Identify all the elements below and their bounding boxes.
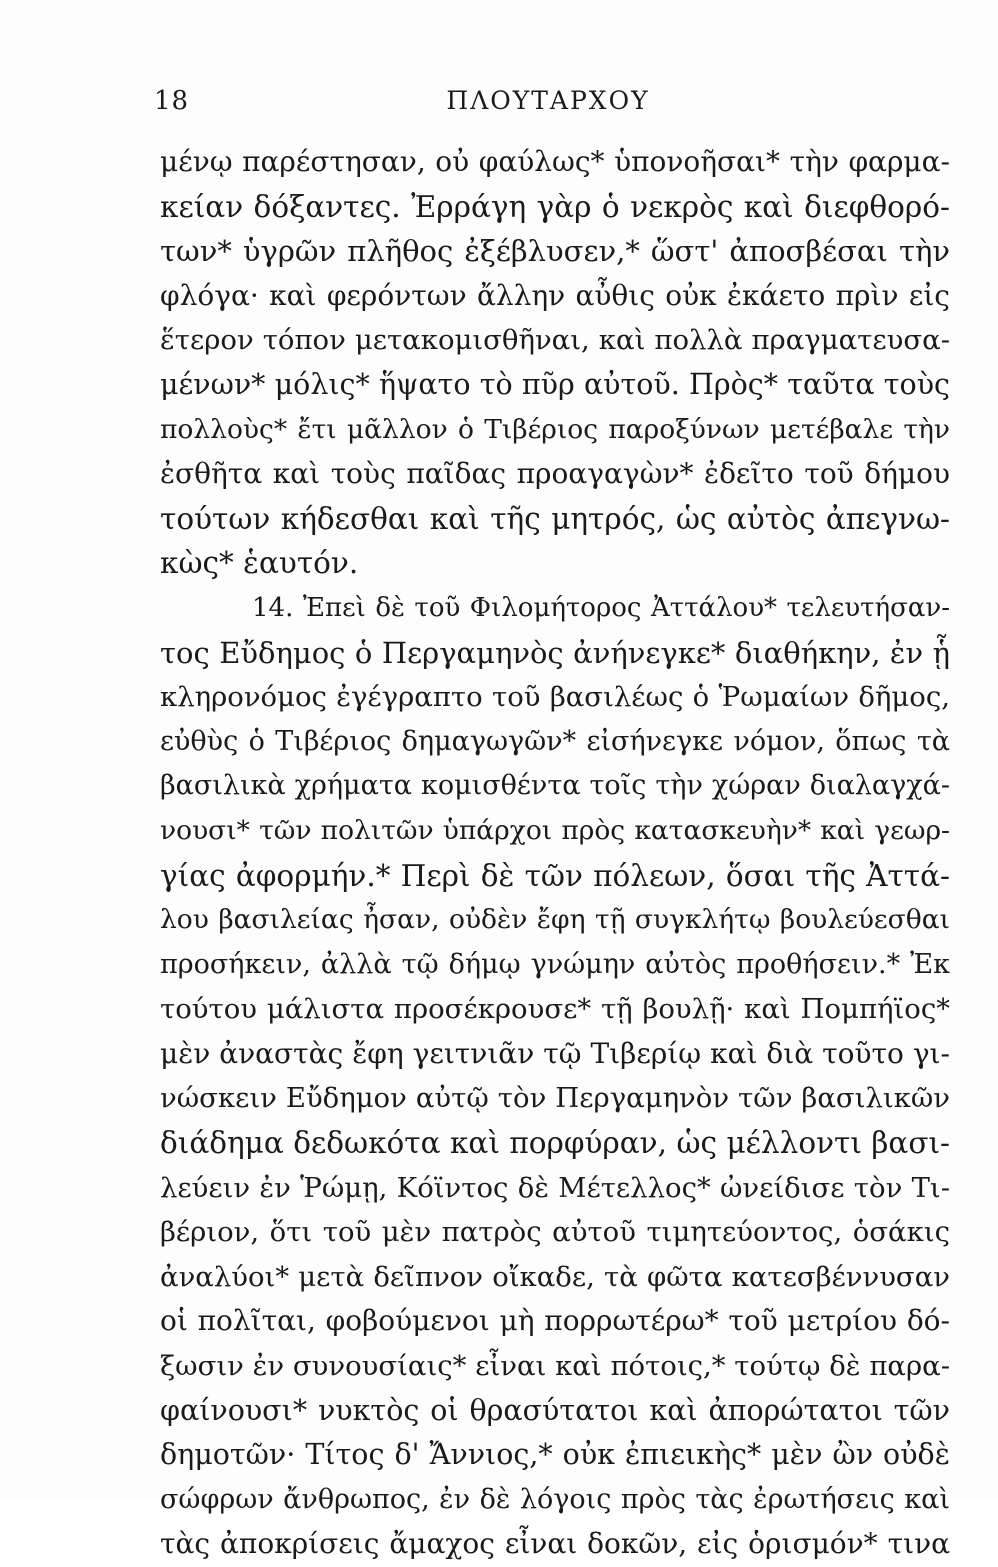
text-line: μὲν ἀναστὰς ἔφη γειτνιᾶν τῷ Τιβερίῳ καὶ διὰ τοῦτο γι-	[160, 1036, 950, 1070]
section-start-line: 14. Ἐπεὶ δὲ τοῦ Φιλομήτορος Ἀττάλου* τελευτήσαν-	[252, 592, 950, 623]
text-line: πολλοὺς* ἔτι μᾶλλον ὁ Τιβέριος παροξύνων μετέβαλε τὴν	[160, 413, 950, 445]
text-line: κὼς* ἑαυτόν.	[160, 546, 359, 581]
text-line: τος Εὔδημος ὁ Περγαμηνὸς ἀνήνεγκε* διαθήκην, ἐν ᾗ	[160, 635, 950, 670]
text-line: τὰς ἀποκρίσεις ἄμαχος εἶναι δοκῶν, εἰς ὁρισμόν* τινα	[160, 1527, 950, 1561]
text-line: εὐθὺς ὁ Τιβέριος δημαγωγῶν* εἰσήνεγκε νόμον, ὅπως τὰ	[160, 725, 950, 757]
text-line: κείαν δόξαντες. Ἐρράγη γὰρ ὁ νεκρὸς καὶ διεφθορό-	[160, 189, 950, 224]
text-line: κληρονόμος ἐγέγραπτο τοῦ βασιλέως ὁ Ῥωμαίων δῆμος,	[160, 681, 950, 714]
text-line: λου βασιλείας ἦσαν, οὐδὲν ἔφη τῇ συγκλήτῳ βουλεύεσθαι	[160, 904, 950, 936]
text-line: φαίνουσι* νυκτὸς οἱ θρασύτατοι καὶ ἀπορώτατοι τῶν	[160, 1393, 950, 1427]
text-line: λεύειν ἐν Ῥώμῃ, Κόϊντος δὲ Μέτελλος* ὠνείδισε τὸν Τι-	[160, 1171, 950, 1204]
text-line: νώσκειν Εὔδημον αὐτῷ τὸν Περγαμηνὸν τῶν βασιλικῶν	[160, 1082, 950, 1115]
text-line: μένῳ παρέστησαν, οὐ φαύλως* ὑπονοῆσαι* τὴν φαρμα-	[160, 145, 950, 178]
text-line: γίας ἀφορμήν.* Περὶ δὲ τῶν πόλεων, ὅσαι τῆς Ἀττά-	[160, 858, 950, 893]
text-line: μένων* μόλις* ἥψατο τὸ πῦρ αὐτοῦ. Πρὸς* ταῦτα τοὺς	[160, 367, 950, 401]
text-line: βέριον, ὅτι τοῦ μὲν πατρὸς αὐτοῦ τιμητεύοντος, ὁσάκις	[160, 1216, 950, 1249]
text-line: δημοτῶν· Τίτος δ' Ἄννιος,* οὐκ ἐπιεικὴς* μὲν ὢν οὐδὲ	[160, 1438, 950, 1472]
body-text	[160, 140, 950, 1567]
text-line: των* ὑγρῶν πλῆθος ἐξέβλυσεν,* ὥστ' ἀποσβέσαι τὴν	[160, 234, 950, 269]
text-line: ἐσθῆτα καὶ τοὺς παῖδας προαγαγὼν* ἐδεῖτο τοῦ δήμου	[160, 457, 950, 491]
text-line: νουσι* τῶν πολιτῶν ὑπάρχοι πρὸς κατασκευὴν* καὶ γεωρ-	[160, 814, 950, 846]
text-line: ξωσιν ἐν συνουσίαις* εἶναι καὶ πότοις,* τούτῳ δὲ παρα-	[160, 1350, 950, 1383]
text-line: οἱ πολῖται, φοβούμενοι μὴ πορρωτέρω* τοῦ μετρίου δό-	[160, 1304, 950, 1338]
text-line: σώφρων ἄνθρωπος, ἐν δὲ λόγοις πρὸς τὰς ἐρωτήσεις καὶ	[160, 1483, 950, 1515]
running-title: ΠΛΟΥΤΑΡΧΟΥ	[446, 86, 650, 115]
text-line: φλόγα· καὶ φερόντων ἄλλην αὖθις οὐκ ἐκάετο πρὶν εἰς	[160, 278, 950, 312]
text-line: τούτου μάλιστα προσέκρουσε* τῇ βουλῇ· καὶ Πομπήϊος*	[160, 993, 950, 1026]
text-line: διάδημα δεδωκότα καὶ πορφύραν, ὡς μέλλοντι βασι-	[160, 1126, 950, 1161]
text-line: βασιλικὰ χρήματα κομισθέντα τοῖς τὴν χώραν διαλαγχά-	[160, 770, 950, 802]
page-number: 18	[154, 86, 190, 116]
text-line: ἀναλύοι* μετὰ δεῖπνον οἴκαδε, τὰ φῶτα κατεσβέννυσαν	[160, 1260, 950, 1293]
text-line: ἕτερον τόπον μετακομισθῆναι, καὶ πολλὰ πραγματευσα-	[160, 324, 950, 357]
page-header	[148, 86, 948, 126]
text-line: προσήκειν, ἀλλὰ τῷ δήμῳ γνώμην αὐτὸς προθήσειν.* Ἐκ	[160, 948, 950, 980]
text-line: τούτων κήδεσθαι καὶ τῆς μητρός, ὡς αὐτὸς ἀπεγνω-	[160, 501, 950, 536]
